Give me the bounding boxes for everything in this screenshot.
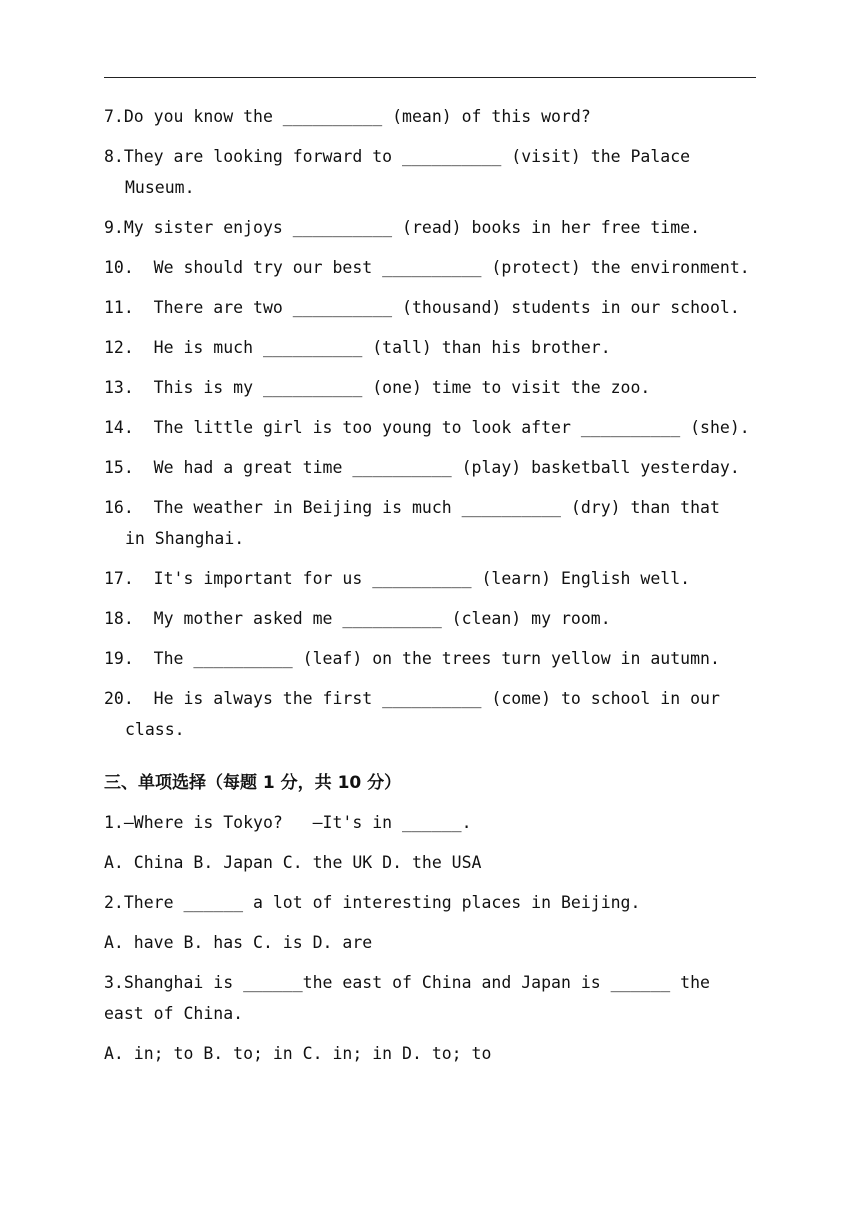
question-item xyxy=(104,103,764,131)
question-item xyxy=(104,414,764,442)
question-item xyxy=(104,494,764,553)
question-text: 15. We had a great time __________ (play) basketball yesterday. xyxy=(104,458,740,477)
question-text: 16. The weather in Beijing is much __________ (dry) than that xyxy=(104,498,720,517)
question-item xyxy=(104,685,764,744)
mc-question-stem-continued: east of China. xyxy=(104,1004,244,1023)
question-text: 20. He is always the first __________ (come) to school in our xyxy=(104,689,720,708)
question-text-continued: in Shanghai. xyxy=(125,529,245,548)
question-item xyxy=(104,374,764,402)
question-text: 14. The little girl is too young to look after __________ (she). xyxy=(104,418,750,437)
question-text-continued: class. xyxy=(125,720,185,739)
mc-question-stem: 3.Shanghai is ______the east of China and Japan is ______ the xyxy=(104,973,710,992)
question-item xyxy=(104,254,764,282)
question-text: 11. There are two __________ (thousand) students in our school. xyxy=(104,298,740,317)
mc-question-options: A. have B. has C. is D. are xyxy=(104,933,373,952)
question-item xyxy=(104,605,764,633)
question-item xyxy=(104,454,764,482)
page-content xyxy=(104,103,764,1068)
mc-question xyxy=(104,969,764,1068)
question-text-continued: Museum. xyxy=(125,178,195,197)
question-text: 19. The __________ (leaf) on the trees turn yellow in autumn. xyxy=(104,649,720,668)
mc-question-stem: 1.—Where is Tokyo? —It's in ______. xyxy=(104,813,472,832)
mc-question-stem: 2.There ______ a lot of interesting places in Beijing. xyxy=(104,893,641,912)
mc-question-options: A. in; to B. to; in C. in; in D. to; to xyxy=(104,1044,492,1063)
question-item xyxy=(104,294,764,322)
question-text: 9.My sister enjoys __________ (read) books in her free time. xyxy=(104,218,701,237)
question-item xyxy=(104,334,764,362)
section-heading: 三、单项选择（每题 1 分，共 10 分） xyxy=(104,773,402,793)
question-text: 17. It's important for us __________ (learn) English well. xyxy=(104,569,691,588)
question-text: 13. This is my __________ (one) time to visit the zoo. xyxy=(104,378,651,397)
question-text: 12. He is much __________ (tall) than his brother. xyxy=(104,338,611,357)
question-item xyxy=(104,143,764,202)
header-rule xyxy=(104,77,756,78)
question-text: 18. My mother asked me __________ (clean) my room. xyxy=(104,609,611,628)
question-item xyxy=(104,645,764,673)
mc-question xyxy=(104,809,764,877)
question-item xyxy=(104,565,764,593)
question-text: 8.They are looking forward to __________ (visit) the Palace xyxy=(104,147,691,166)
mc-question-options: A. China B. Japan C. the UK D. the USA xyxy=(104,853,482,872)
question-item xyxy=(104,214,764,242)
mc-question xyxy=(104,889,764,957)
question-text: 7.Do you know the __________ (mean) of this word? xyxy=(104,107,591,126)
question-text: 10. We should try our best __________ (protect) the environment. xyxy=(104,258,750,277)
